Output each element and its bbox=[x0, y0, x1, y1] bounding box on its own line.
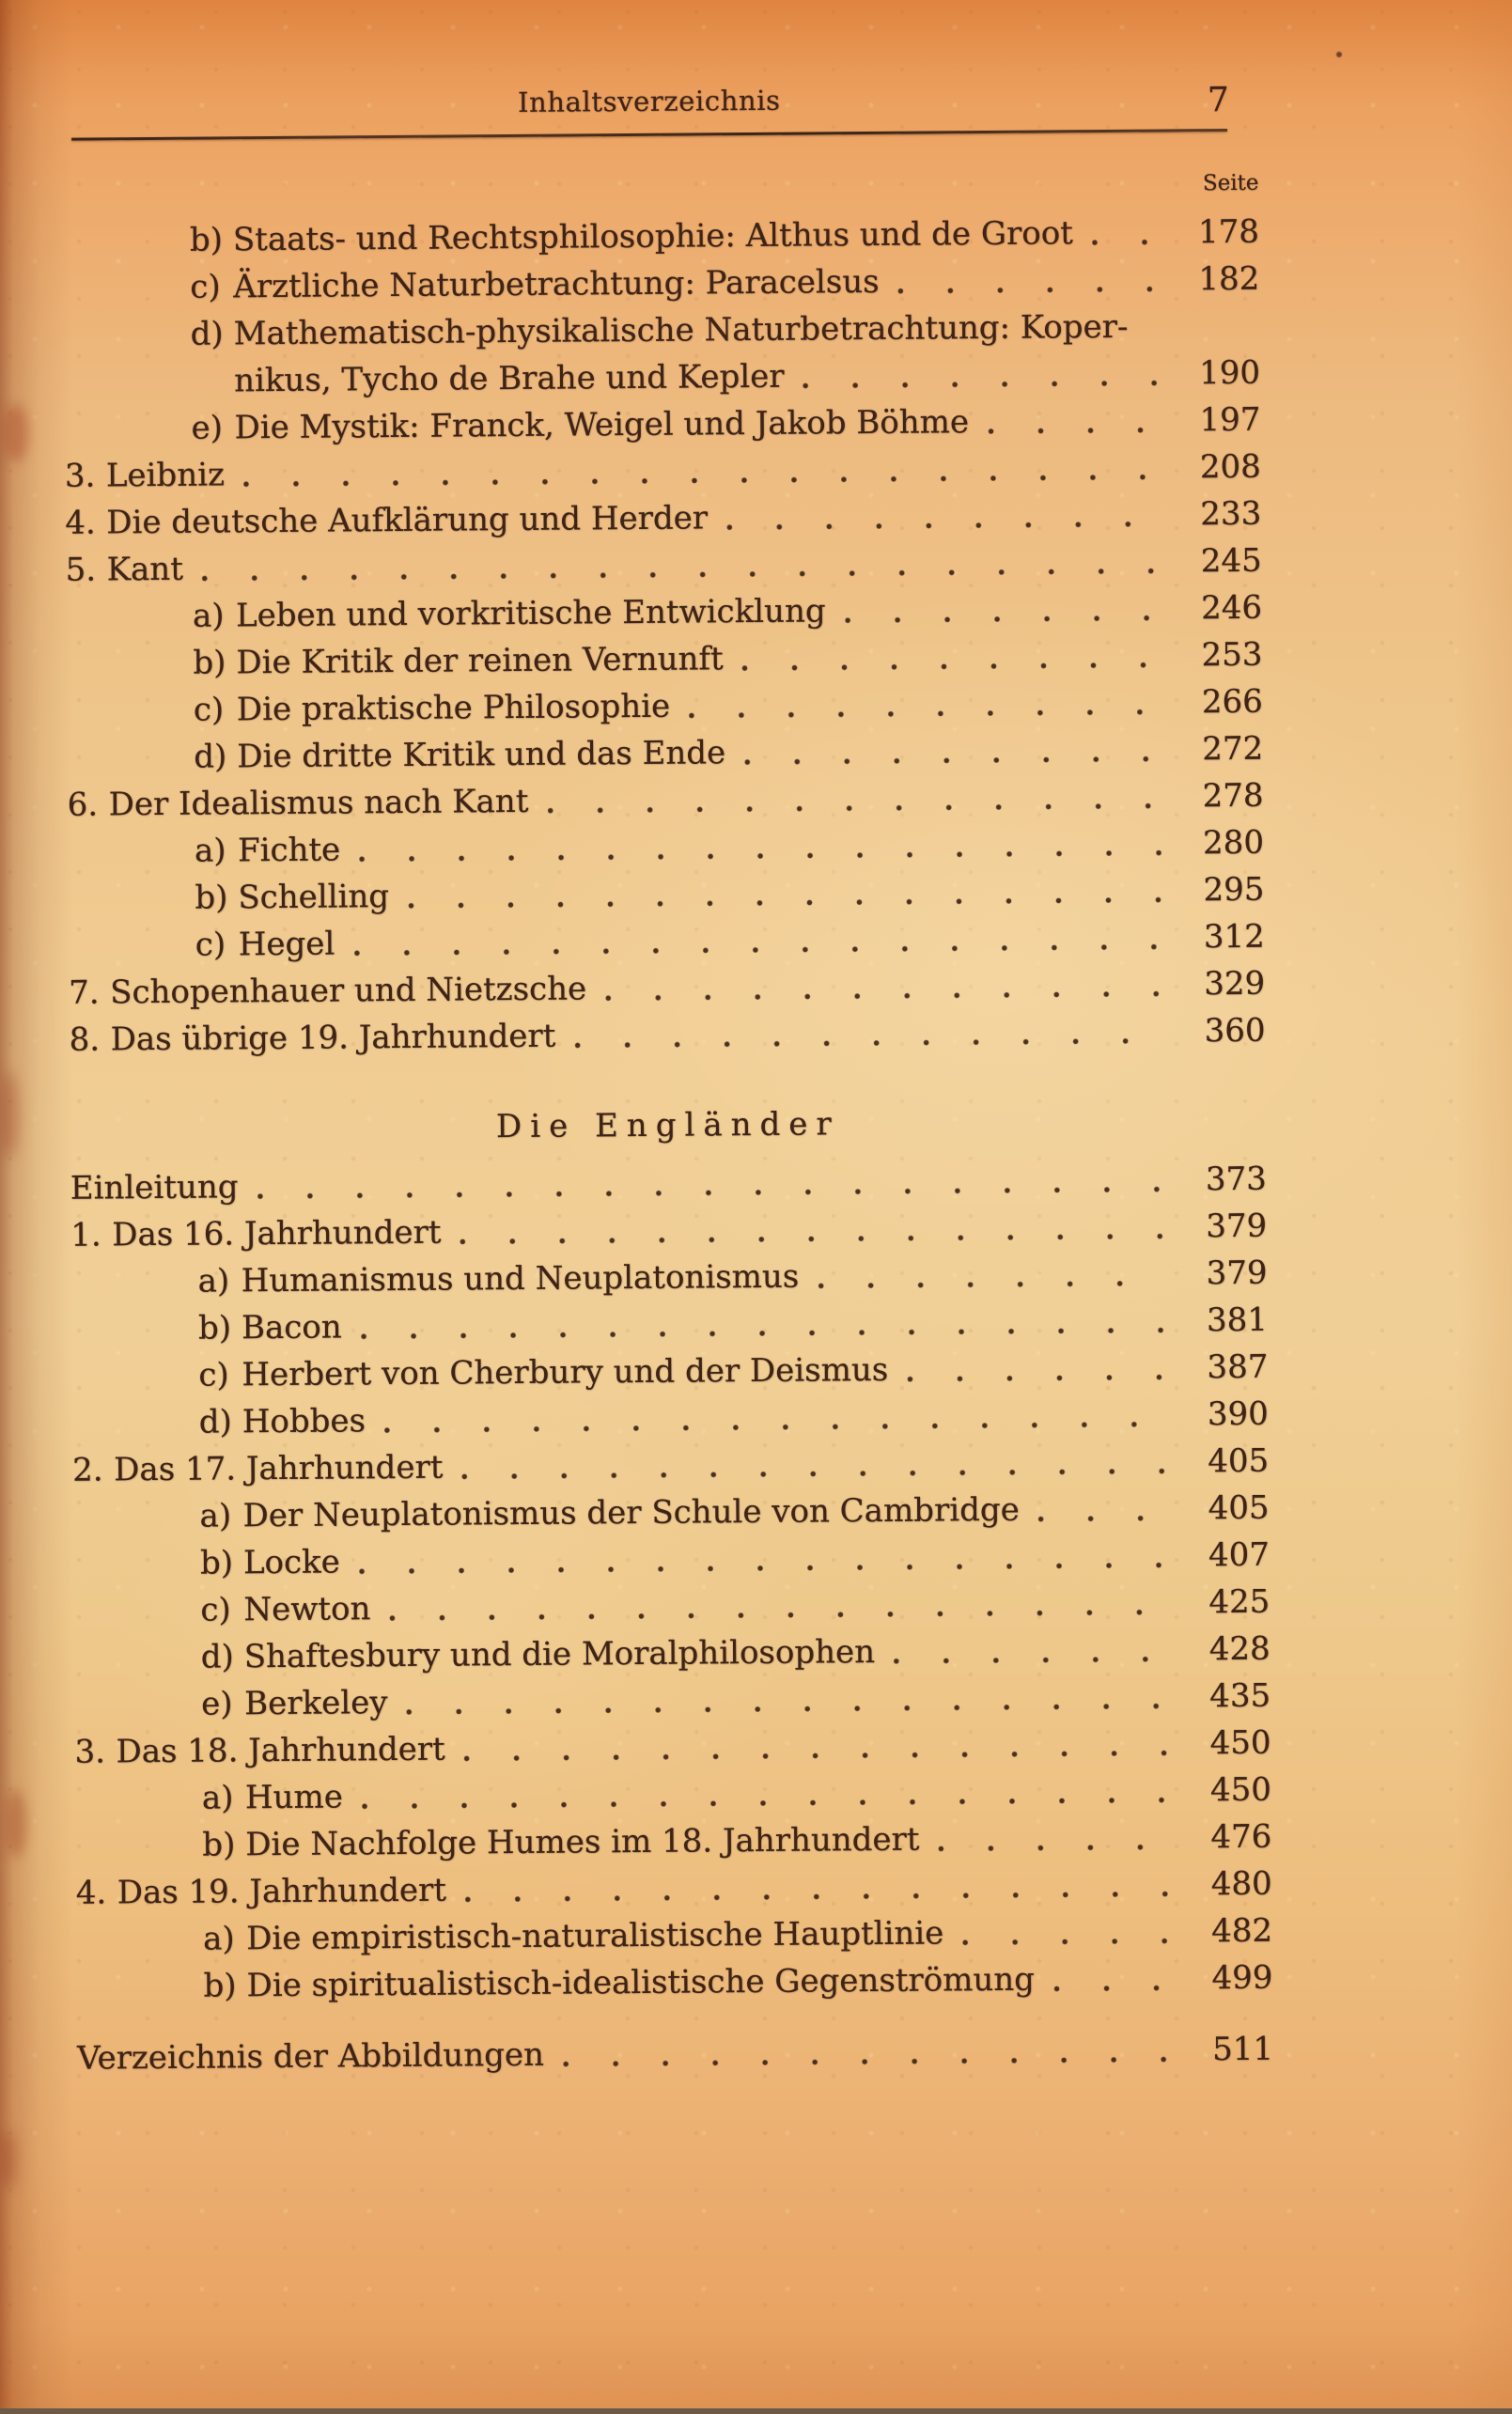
toc-entry-label: Die dritte Kritik und das Ende bbox=[237, 734, 726, 776]
toc-entry-page: 272 bbox=[1202, 729, 1264, 769]
toc-entry-label: Die Mystik: Franck, Weigel und Jakob Böhme bbox=[234, 403, 970, 447]
toc-entry-label: Das 16. Jahrhundert bbox=[112, 1213, 442, 1254]
dot-leader bbox=[460, 1232, 1165, 1247]
dot-leader bbox=[406, 1702, 1169, 1717]
toc-entry-label: Bacon bbox=[241, 1308, 342, 1347]
dot-leader bbox=[1053, 1984, 1172, 1994]
toc-entry-page: 178 bbox=[1197, 212, 1260, 252]
dot-leader bbox=[907, 1373, 1166, 1384]
dot-leader bbox=[605, 989, 1163, 1004]
dot-leader bbox=[988, 426, 1159, 436]
toc-entry-page: 190 bbox=[1199, 353, 1261, 393]
dot-leader bbox=[894, 1655, 1169, 1666]
toc-entry-label: Der Neuplatonismus der Schule von Cambridge bbox=[242, 1490, 1020, 1535]
toc-entry-page: 511 bbox=[1212, 2030, 1274, 2069]
toc-entry-marker: e) bbox=[201, 1685, 233, 1723]
toc-entry-label: Einleitung bbox=[70, 1168, 239, 1207]
toc-entry-label: Hume bbox=[244, 1778, 344, 1817]
toc-entry bbox=[64, 303, 1260, 359]
toc-entry-marker: c) bbox=[198, 1356, 229, 1394]
toc-entry-label: Newton bbox=[243, 1590, 371, 1629]
toc-entry-label: nikus, Tycho de Brahe und Kepler bbox=[233, 357, 785, 400]
dot-leader bbox=[408, 896, 1162, 911]
page-title: Inhaltsverzeichnis bbox=[517, 84, 781, 118]
toc-entry-page: 245 bbox=[1200, 541, 1262, 581]
toc-entry-label: Das 18. Jahrhundert bbox=[116, 1730, 445, 1771]
toc-entry bbox=[69, 1007, 1265, 1064]
toc-entry-marker: 1. bbox=[70, 1216, 101, 1254]
dot-leader bbox=[461, 1467, 1167, 1482]
toc-entry-marker: c) bbox=[190, 268, 221, 306]
toc-entry-page: 407 bbox=[1208, 1535, 1270, 1575]
toc-entry-marker: 8. bbox=[69, 1020, 101, 1059]
dot-leader bbox=[384, 1420, 1167, 1436]
toc-entry-page: 278 bbox=[1202, 776, 1264, 816]
toc-entry-label: Staats- und Rechtsphilosophie: Althus und de Groot bbox=[232, 214, 1074, 259]
toc-entry-label: Berkeley bbox=[244, 1684, 388, 1723]
toc-entry-page: 450 bbox=[1209, 1723, 1271, 1763]
toc-entry-page: 379 bbox=[1206, 1207, 1268, 1246]
toc-entry-label: Leibniz bbox=[105, 456, 226, 495]
toc-entry bbox=[76, 1955, 1272, 2011]
toc-entry-marker: a) bbox=[192, 597, 225, 635]
toc-entry-marker: a) bbox=[197, 1262, 230, 1300]
toc-entry-marker: b) bbox=[202, 1826, 236, 1864]
dot-leader bbox=[361, 1326, 1166, 1342]
page-number: 7 bbox=[1207, 81, 1229, 120]
dot-leader bbox=[574, 1036, 1163, 1051]
dot-leader bbox=[1092, 238, 1158, 248]
dot-leader bbox=[845, 614, 1161, 626]
toc-entry-marker: d) bbox=[190, 315, 224, 353]
toc-entry-page: 381 bbox=[1206, 1300, 1269, 1340]
toc-entry-page: 266 bbox=[1201, 682, 1263, 722]
dot-leader bbox=[353, 942, 1163, 958]
toc-entry-marker: 4. bbox=[75, 1874, 107, 1912]
toc-entry-marker: a) bbox=[202, 1920, 235, 1958]
toc-entry-page: 435 bbox=[1209, 1676, 1271, 1716]
toc-entry-page: 233 bbox=[1200, 494, 1262, 534]
toc-entry-marker: 4. bbox=[65, 504, 96, 542]
toc-entry-page: 197 bbox=[1199, 400, 1261, 440]
toc-entry-marker: 7. bbox=[69, 973, 100, 1012]
toc-entry-label: Mathematisch-physikalische Naturbetrachtung: Koper- bbox=[233, 307, 1129, 353]
toc-entry-label: Das 17. Jahrhundert bbox=[114, 1448, 444, 1489]
toc-entry-label: Hobbes bbox=[242, 1402, 366, 1441]
dot-leader bbox=[803, 379, 1160, 391]
toc-section-heading: Die Engländer bbox=[495, 1105, 840, 1146]
dot-leader bbox=[257, 1185, 1165, 1202]
toc-entry-marker: b) bbox=[195, 879, 228, 917]
dot-leader bbox=[742, 661, 1161, 674]
dot-leader bbox=[744, 755, 1161, 767]
toc-entry-label: Das übrige 19. Jahrhundert bbox=[110, 1017, 556, 1059]
toc-entry-label: Hegel bbox=[238, 925, 335, 964]
toc-entry-page: 405 bbox=[1208, 1488, 1270, 1528]
toc-entry-label: Fichte bbox=[237, 831, 341, 870]
dot-leader bbox=[547, 802, 1161, 816]
toc-entry-marker: d) bbox=[198, 1403, 232, 1441]
toc-entry-page: 476 bbox=[1210, 1817, 1272, 1857]
toc-entry-page: 182 bbox=[1198, 259, 1260, 299]
toc-entry-marker: 3. bbox=[74, 1733, 106, 1771]
dot-leader bbox=[1038, 1514, 1168, 1524]
toc-entry-marker: 2. bbox=[72, 1451, 103, 1489]
toc-entry-marker: c) bbox=[195, 926, 226, 964]
toc-entry-label: Kant bbox=[106, 550, 184, 589]
toc-entry-page: 390 bbox=[1207, 1394, 1269, 1434]
toc-entry bbox=[77, 2026, 1273, 2082]
dot-leader bbox=[202, 567, 1161, 584]
toc-entry-page: 295 bbox=[1203, 870, 1265, 910]
toc-entry-label: Herbert von Cherbury und der Deismus bbox=[242, 1350, 889, 1394]
page-header bbox=[71, 81, 1227, 133]
toc-entry-page: 405 bbox=[1208, 1441, 1270, 1481]
toc-entry-label: Humanismus und Neuplatonismus bbox=[241, 1257, 800, 1300]
toc-entry-page: 312 bbox=[1203, 917, 1265, 957]
dot-leader bbox=[359, 849, 1162, 864]
toc-entry-page: 360 bbox=[1204, 1011, 1266, 1051]
toc-entry-label: Locke bbox=[242, 1543, 340, 1582]
toc-entry-marker: d) bbox=[194, 738, 227, 776]
toc-entry-page: 499 bbox=[1211, 1958, 1273, 1998]
dot-leader bbox=[563, 2055, 1172, 2069]
toc-entry-marker: 5. bbox=[65, 551, 97, 589]
toc-entry-label: Die deutsche Aufklärung und Herder bbox=[106, 499, 709, 542]
toc-entry-label: Ärztliche Naturbetrachtung: Paracelsus bbox=[233, 262, 880, 306]
toc-entry-page: 280 bbox=[1202, 823, 1265, 863]
toc-entry-page: 480 bbox=[1210, 1864, 1272, 1904]
toc-entry-label: Die Kritik der reinen Vernunft bbox=[236, 640, 724, 682]
dot-leader bbox=[689, 708, 1161, 721]
toc-entry-label: Die empiristisch-naturalistische Hauptlinie bbox=[245, 1914, 944, 1958]
toc-entry-label: Die praktische Philosophie bbox=[236, 687, 671, 729]
dot-leader bbox=[818, 1279, 1165, 1291]
toc-entry-label: Die Nachfolge Humes im 18. Jahrhundert bbox=[245, 1820, 920, 1864]
toc-entry-marker: b) bbox=[197, 1309, 232, 1347]
dot-leader bbox=[359, 1561, 1168, 1577]
toc-entry-marker: 3. bbox=[64, 457, 96, 495]
dot-leader bbox=[243, 473, 1160, 490]
table-of-contents bbox=[63, 209, 1274, 2082]
toc-entry-page: 387 bbox=[1207, 1347, 1269, 1387]
toc-entry-marker: a) bbox=[194, 832, 226, 870]
toc-entry-label: Das 19. Jahrhundert bbox=[117, 1871, 447, 1912]
dot-leader bbox=[362, 1796, 1170, 1812]
toc-entry-page: 208 bbox=[1199, 447, 1262, 487]
toc-entry-marker: c) bbox=[193, 691, 225, 729]
paper-stain bbox=[4, 404, 28, 462]
dot-leader bbox=[726, 520, 1160, 533]
dot-leader bbox=[389, 1608, 1168, 1624]
dot-leader bbox=[464, 1749, 1170, 1764]
toc-entry-label: Verzeichnis der Abbildungen bbox=[76, 2035, 545, 2078]
toc-entry-page: 379 bbox=[1206, 1254, 1268, 1293]
toc-entry-marker: b) bbox=[203, 1967, 237, 2005]
dot-leader bbox=[898, 285, 1159, 296]
toc-entry-page: 246 bbox=[1200, 588, 1263, 628]
toc-entry-page: 482 bbox=[1211, 1911, 1273, 1951]
toc-entry-page: 329 bbox=[1204, 964, 1266, 1004]
toc-entry-marker: 6. bbox=[67, 786, 99, 824]
toc-entry-marker: a) bbox=[199, 1497, 232, 1535]
paper-stain bbox=[0, 2131, 17, 2189]
toc-entry-marker: b) bbox=[199, 1544, 234, 1582]
dot-leader bbox=[939, 1843, 1171, 1854]
toc-entry-marker: a) bbox=[201, 1779, 234, 1817]
toc-entry-label: Leben und vorkritische Entwicklung bbox=[235, 592, 826, 635]
dot-leader bbox=[465, 1890, 1171, 1905]
toc-entry-page: 373 bbox=[1205, 1160, 1267, 1199]
toc-entry-page: 428 bbox=[1208, 1629, 1270, 1669]
toc-entry-label: Shaftesbury und die Moralphilosophen bbox=[243, 1633, 876, 1676]
toc-entry-marker: b) bbox=[193, 644, 226, 682]
page-column-label: Seite bbox=[1202, 170, 1259, 196]
toc-entry-label: Schelling bbox=[238, 878, 390, 917]
toc-entry-marker: c) bbox=[200, 1591, 231, 1629]
toc-entry-marker: b) bbox=[189, 221, 224, 259]
paper-stain bbox=[6, 1790, 26, 1858]
toc-entry-label: Der Idealismus nach Kant bbox=[108, 782, 529, 824]
toc-entry-label: Die spiritualistisch-idealistische Gegenströmung bbox=[246, 1960, 1036, 2005]
paper-stain bbox=[0, 1071, 19, 1158]
toc-entry-marker: d) bbox=[200, 1638, 234, 1676]
paper-speck bbox=[1336, 52, 1342, 57]
toc-entry-label: Schopenhauer und Nietzsche bbox=[110, 970, 587, 1012]
toc-entry-marker: e) bbox=[191, 409, 224, 447]
toc-entry-page: 450 bbox=[1209, 1770, 1272, 1810]
dot-leader bbox=[962, 1937, 1171, 1948]
toc-entry-page: 425 bbox=[1208, 1582, 1270, 1622]
toc-entry-page: 253 bbox=[1201, 635, 1263, 675]
